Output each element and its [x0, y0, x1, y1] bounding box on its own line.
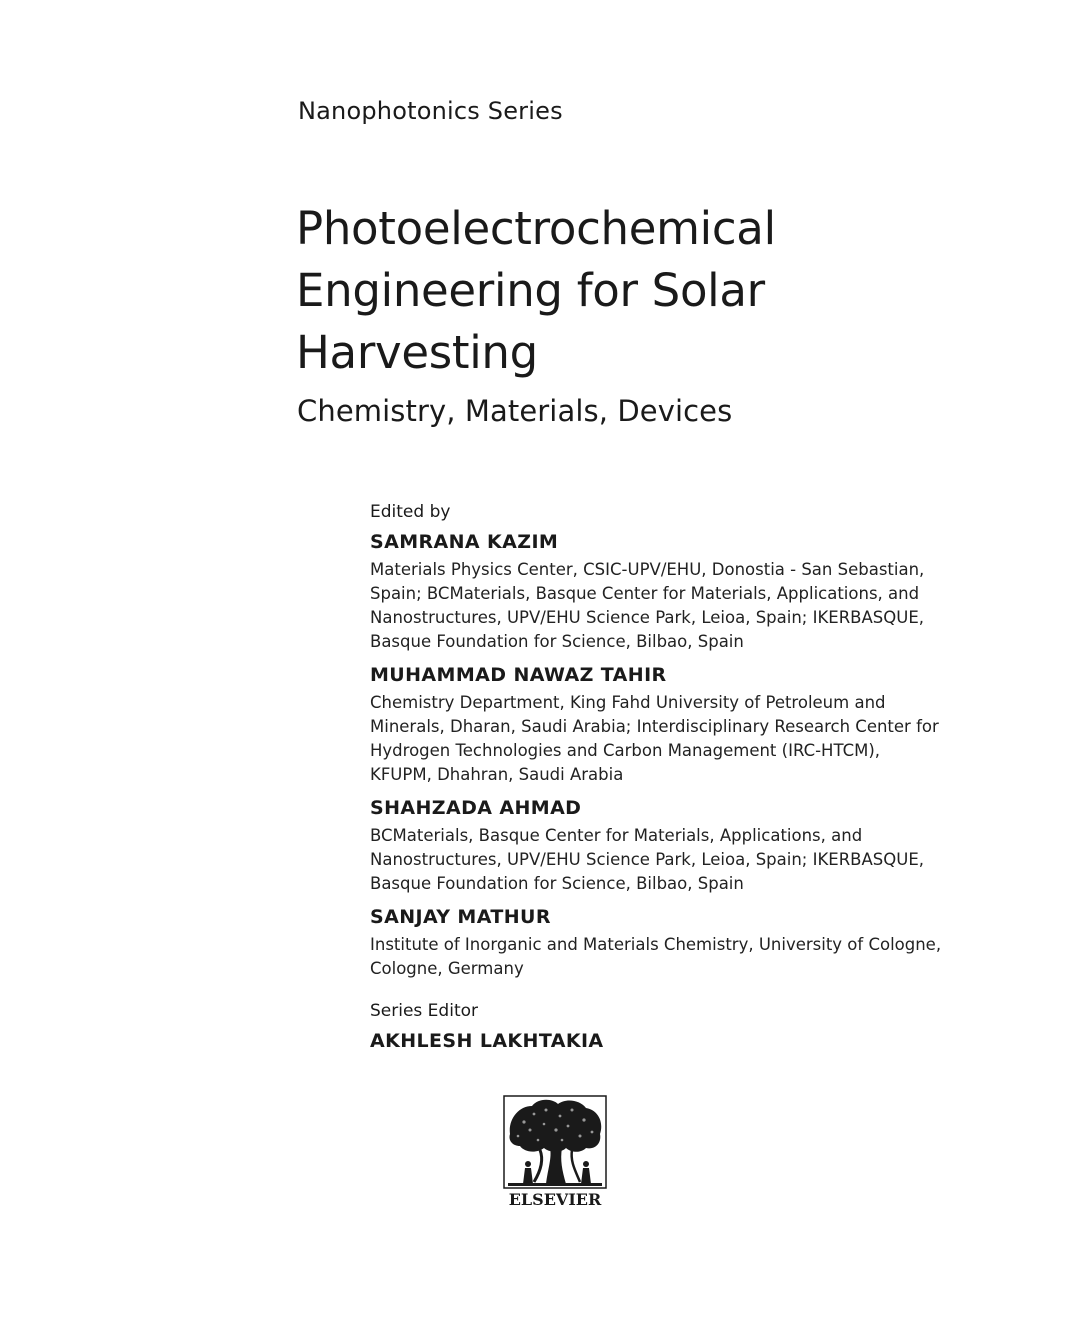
editor-entry [370, 662, 990, 787]
editor-affiliation-line: Chemistry Department, King Fahd University of Petroleum and [370, 693, 886, 712]
editor-affiliation-line: Nanostructures, UPV/EHU Science Park, Leioa, Spain; IKERBASQUE, [370, 850, 924, 869]
editor-affiliation-line: Spain; BCMaterials, Basque Center for Materials, Applications, and [370, 584, 920, 603]
publisher-logo [500, 1094, 610, 1214]
title-line: Harvesting [296, 326, 538, 379]
editor-affiliation-line: Materials Physics Center, CSIC-UPV/EHU, Donostia - San Sebastian, [370, 560, 925, 579]
editor-entry [370, 795, 990, 896]
editor-affiliation-line: BCMaterials, Basque Center for Materials, Applications, and [370, 826, 863, 845]
book-subtitle: Chemistry, Materials, Devices [297, 394, 733, 428]
edited-by-label: Edited by [370, 502, 451, 522]
editor-affiliation-line: Minerals, Dharan, Saudi Arabia; Interdisciplinary Research Center for [370, 717, 939, 736]
editor-affiliation-line: Basque Foundation for Science, Bilbao, Spain [370, 874, 744, 893]
editor-affiliation-line: Hydrogen Technologies and Carbon Management (IRC-HTCM), [370, 741, 881, 760]
elsevier-tree-logo-icon [500, 1094, 610, 1190]
title-line: Engineering for Solar [296, 264, 765, 317]
editor-name: MUHAMMAD NAWAZ TAHIR [370, 664, 667, 686]
editor-entry [370, 904, 990, 981]
editor-name: SHAHZADA AHMAD [370, 797, 582, 819]
title-line: Photoelectrochemical [296, 202, 776, 255]
editor-entry [370, 529, 990, 654]
editor-affiliation-line: Cologne, Germany [370, 959, 524, 978]
editor-name: SANJAY MATHUR [370, 906, 551, 928]
editor-affiliation-line: Institute of Inorganic and Materials Chemistry, University of Cologne, [370, 935, 942, 954]
series-editor-label: Series Editor [370, 1001, 478, 1021]
editor-name: SAMRANA KAZIM [370, 531, 559, 553]
editor-affiliation-line: KFUPM, Dhahran, Saudi Arabia [370, 765, 624, 784]
editor-affiliation-line: Basque Foundation for Science, Bilbao, Spain [370, 632, 744, 651]
series-name: Nanophotonics Series [298, 97, 563, 125]
editor-affiliation-line: Nanostructures, UPV/EHU Science Park, Leioa, Spain; IKERBASQUE, [370, 608, 924, 627]
editors-block [370, 500, 990, 1054]
series-editor-name: AKHLESH LAKHTAKIA [370, 1030, 604, 1052]
book-title [296, 198, 936, 384]
publisher-wordmark: ELSEVIER [508, 1190, 602, 1209]
